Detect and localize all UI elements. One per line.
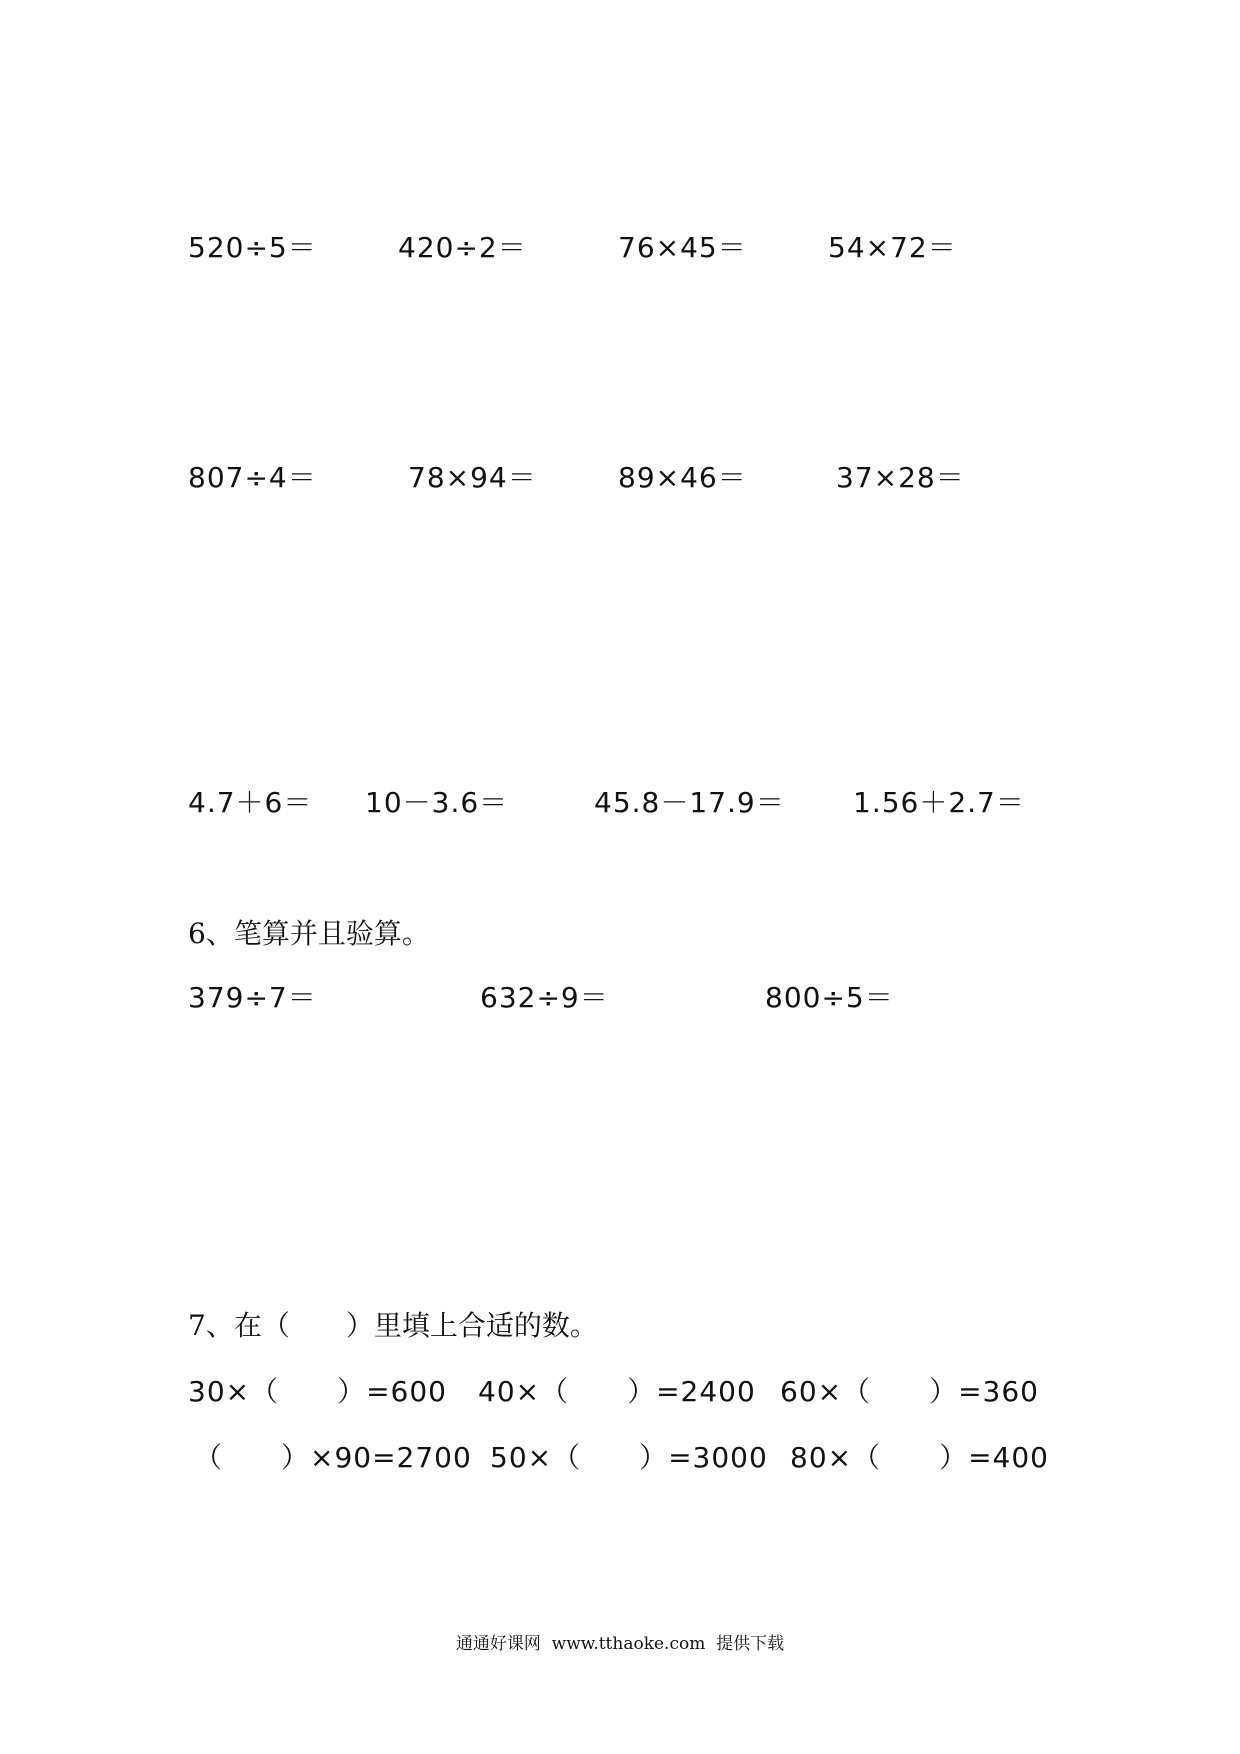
problem: 800÷5＝	[765, 981, 894, 1014]
problem: 45.8－17.9＝	[594, 786, 785, 819]
problem: 420÷2＝	[398, 231, 527, 264]
problem: 78×94＝	[408, 461, 537, 494]
page-footer: 通通好课网 www.tthaoke.com 提供下载	[455, 1634, 785, 1654]
section-6-problems	[0, 978, 1240, 1018]
problem: 520÷5＝	[188, 231, 317, 264]
calc-row-2	[0, 458, 1240, 498]
problem: 37×28＝	[836, 461, 965, 494]
problem: 89×46＝	[618, 461, 747, 494]
section-7-row-2	[0, 1438, 1240, 1478]
fill-blank-problem: 50×（ ）=3000	[490, 1441, 768, 1474]
calc-row-3	[0, 783, 1240, 823]
problem: 1.56＋2.7＝	[853, 786, 1025, 819]
fill-blank-problem: 80×（ ）=400	[790, 1441, 1049, 1474]
fill-blank-problem: 60×（ ）=360	[780, 1375, 1039, 1408]
fill-blank-problem: 30×（ ）=600	[188, 1375, 447, 1408]
problem: 632÷9＝	[480, 981, 609, 1014]
problem: 807÷4＝	[188, 461, 317, 494]
section-6-heading: 6、笔算并且验算。	[188, 917, 430, 950]
section-7-heading: 7、在（ ）里填上合适的数。	[188, 1309, 598, 1342]
problem: 379÷7＝	[188, 981, 317, 1014]
problem: 54×72＝	[828, 231, 957, 264]
section-7-row-1	[0, 1372, 1240, 1412]
problem: 76×45＝	[618, 231, 747, 264]
problem: 10－3.6＝	[365, 786, 509, 819]
fill-blank-problem: 40×（ ）=2400	[478, 1375, 756, 1408]
calc-row-1	[0, 228, 1240, 268]
problem: 4.7＋6＝	[188, 786, 313, 819]
fill-blank-problem: （ ）×90=2700	[194, 1441, 472, 1474]
